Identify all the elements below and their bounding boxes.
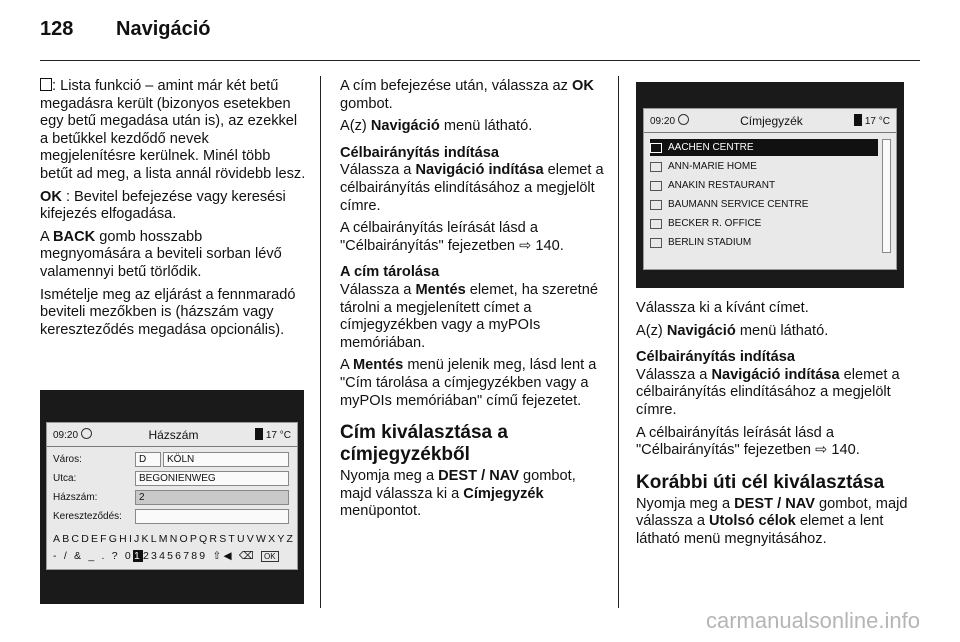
- list-item[interactable]: BERLIN STADIUM: [650, 234, 878, 251]
- status-bar: 09:20 Házszám 17 °C: [47, 423, 297, 447]
- page-ref-arrow-icon: ⇨: [815, 442, 832, 459]
- list-item[interactable]: ANAKIN RESTAURANT: [650, 177, 878, 194]
- list-item[interactable]: BECKER R. OFFICE: [650, 215, 878, 232]
- house-number-field[interactable]: Házszám: 2: [53, 489, 289, 506]
- house-number-screen: [46, 422, 298, 570]
- column-divider: [618, 76, 619, 608]
- keyboard-symbols[interactable]: - / & _ . ? 0123456789 ⇧◀ ⌫ OK: [53, 550, 279, 562]
- paragraph: A(z) Navigáció menü látható.: [340, 118, 533, 135]
- section-title: Korábbi úti cél kiválasztása: [636, 471, 885, 493]
- screen-title: Házszám: [148, 427, 199, 442]
- column-3: [636, 300, 908, 554]
- keyboard-letters[interactable]: ABCDEFGHIJKLMNOPQRSTUVWXYZ: [53, 533, 296, 545]
- screenshot-frame: [40, 390, 304, 604]
- address-icon: [650, 200, 662, 210]
- address-book-screen: [643, 108, 897, 270]
- list-scrollbar[interactable]: [882, 139, 891, 253]
- column-divider: [320, 76, 321, 608]
- page-header: [40, 18, 210, 41]
- paragraph: OK : Bevitel befejezése vagy keresési kifejezés elfogadása.: [40, 188, 286, 223]
- section-title: Cím kiválasztása a címjegyzékből: [340, 422, 508, 466]
- paragraph: A célbairányítás leírását lásd a "Célbairányítás" fejezetben ⇨ 140.: [636, 424, 860, 459]
- list-item[interactable]: BAUMANN SERVICE CENTRE: [650, 196, 878, 213]
- address-icon: [650, 143, 662, 153]
- paragraph: A Mentés menü jelenik meg, lásd lent a "Cím tárolása a címjegyzékben vagy a myPOIs memóriában" című fejezetet.: [340, 357, 597, 409]
- list-item[interactable]: AACHEN CENTRE: [650, 139, 878, 156]
- section-heading: Célbairányítás indítása: [636, 349, 795, 366]
- paragraph: Válassza ki a kívánt címet.: [636, 300, 809, 316]
- screenshot-frame: [636, 82, 904, 288]
- column-1: [40, 78, 306, 344]
- paragraph: Nyomja meg a DEST / NAV gombot, majd válassza ki a Címjegyzék menüpontot.: [340, 468, 576, 520]
- paragraph: : Lista funkció – amint már két betű megadásra került (bizonyos esetekben egy betű megadása után is), az ezekkel a betűkkel kezdődő nevek megjelenítésre kerülnek. Minél több betűt ad meg, a lista annál rövidebb lesz.: [40, 78, 306, 182]
- clock-icon: [81, 428, 92, 439]
- screen-title: Címjegyzék: [740, 113, 803, 128]
- watermark: carmanualsonline.info: [705, 608, 920, 633]
- section-heading: Célbairányítás indítása: [340, 144, 499, 161]
- paragraph: Nyomja meg a DEST / NAV gombot, majd válassza a Utolsó célok elemet a lent látható menü megnyitásához.: [636, 495, 908, 547]
- paragraph: A(z) Navigáció menü látható.: [636, 322, 829, 339]
- page-ref-arrow-icon: ⇨: [519, 237, 536, 254]
- paragraph: Válassza a Navigáció indítása elemet a célbairányítás elindításához a megjelölt címre.: [636, 366, 900, 418]
- ok-key[interactable]: OK: [261, 551, 279, 562]
- paragraph: Válassza a Navigáció indítása elemet a célbairányítás elindításához a megjelölt címre.: [340, 162, 604, 214]
- list-item[interactable]: ANN-MARIE HOME: [650, 158, 878, 175]
- paragraph: Ismételje meg az eljárást a fennmaradó beviteli mezőkben is (házszám vagy kereszteződés megadása opcionális).: [40, 286, 296, 338]
- address-icon: [650, 181, 662, 191]
- city-field[interactable]: Város: D KÖLN: [53, 451, 289, 468]
- section-heading: A cím tárolása: [340, 264, 440, 281]
- thermometer-icon: [255, 428, 263, 440]
- paragraph: A cím befejezése után, válassza az OK gombot.: [340, 78, 594, 112]
- header-rule: [40, 60, 920, 61]
- clock-icon: [678, 114, 689, 125]
- address-icon: [650, 219, 662, 229]
- page-number: 128: [40, 18, 74, 40]
- column-2: [340, 78, 606, 526]
- address-icon: [650, 238, 662, 248]
- status-bar: 09:20 Címjegyzék 17 °C: [644, 109, 896, 133]
- street-field[interactable]: Utca: BEGONIENWEG: [53, 470, 289, 487]
- page-title: Navigáció: [116, 18, 211, 40]
- paragraph: A BACK gomb hosszabb megnyomására a beviteli sorban lévő valamennyi betű törlődik.: [40, 228, 282, 280]
- crossing-field[interactable]: Kereszteződés:: [53, 508, 289, 525]
- address-icon: [650, 162, 662, 172]
- menu-list-icon: [40, 78, 52, 91]
- paragraph: A célbairányítás leírását lásd a "Célbairányítás" fejezetben ⇨ 140.: [340, 220, 564, 254]
- paragraph: Válassza a Mentés elemet, ha szeretné tárolni a megjelenített címet a címjegyzékben vagy a myPOIs memóriában.: [340, 281, 598, 351]
- thermometer-icon: [854, 114, 862, 126]
